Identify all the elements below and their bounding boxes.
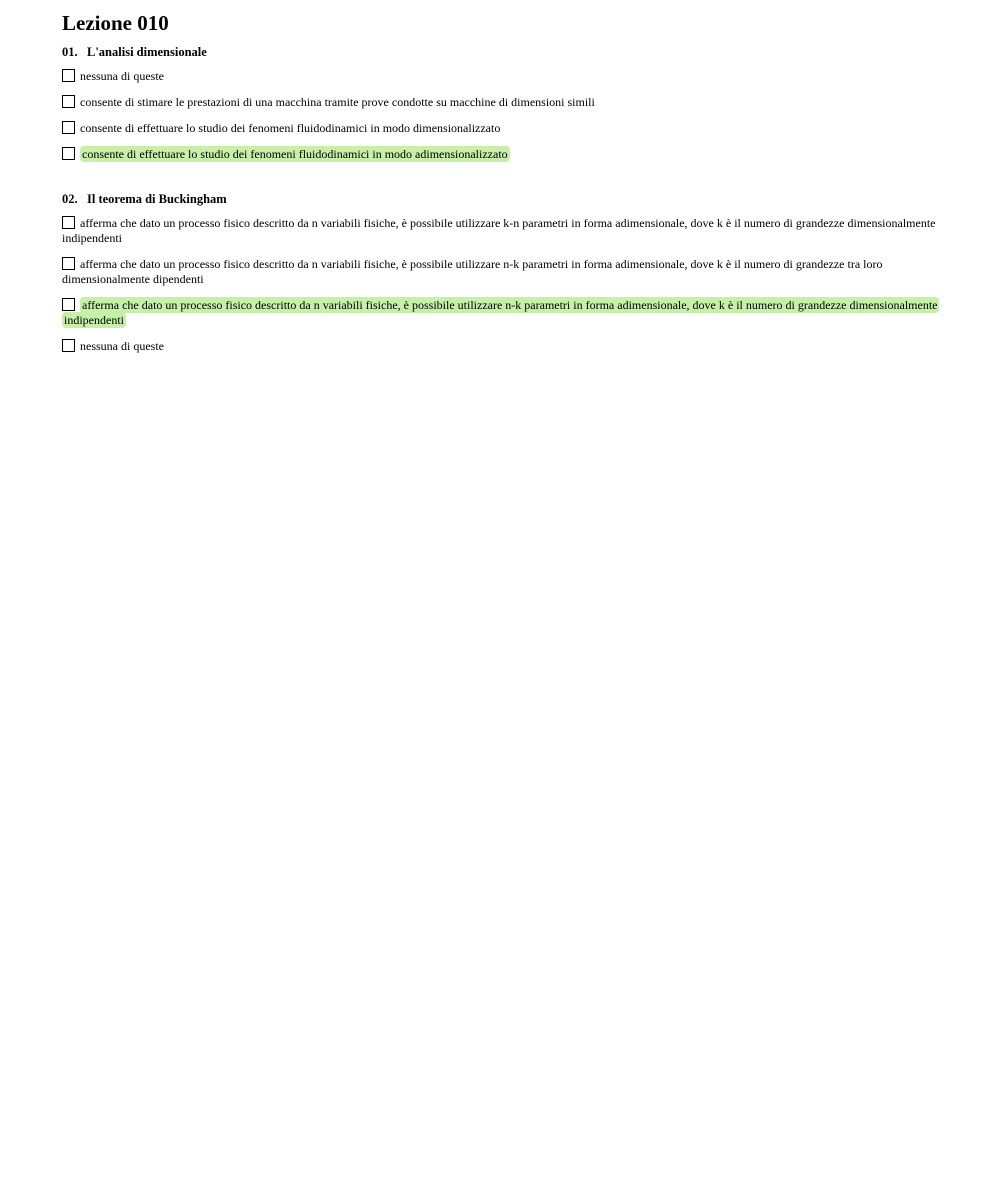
- answer-option[interactable]: [62, 216, 942, 246]
- answer-option[interactable]: [62, 339, 942, 354]
- answer-option[interactable]: [62, 121, 942, 136]
- answer-text: afferma che dato un processo fisico descritto da n variabili fisiche, è possibile utilizzare n-k parametri in forma adimensionale, dove k è il numero di grandezze tra loro dimensionalmente dipendenti: [62, 257, 883, 286]
- question-number: 01.: [62, 45, 78, 59]
- checkbox[interactable]: [62, 147, 75, 160]
- answer-option-correct[interactable]: [62, 298, 942, 328]
- question-number: 02.: [62, 192, 78, 206]
- answer-text: nessuna di queste: [80, 339, 164, 353]
- checkbox[interactable]: [62, 121, 75, 134]
- question-heading: [62, 191, 942, 207]
- checkbox[interactable]: [62, 95, 75, 108]
- checkbox[interactable]: [62, 257, 75, 270]
- answer-text: consente di stimare le prestazioni di una macchina tramite prove condotte su macchine di dimensioni simili: [80, 95, 595, 109]
- answer-option-correct[interactable]: [62, 147, 942, 162]
- checkbox[interactable]: [62, 339, 75, 352]
- answer-text: afferma che dato un processo fisico descritto da n variabili fisiche, è possibile utilizzare k-n parametri in forma adimensionale, dove k è il numero di grandezze dimensionalmente indipendenti: [62, 216, 936, 245]
- answer-text: afferma che dato un processo fisico descritto da n variabili fisiche, è possibile utilizzare n-k parametri in forma adimensionale, dove k è il numero di grandezze dimensionalmente indipendenti: [64, 298, 938, 327]
- answer-option[interactable]: [62, 95, 942, 110]
- question-02: [62, 191, 942, 354]
- answer-text: nessuna di queste: [80, 69, 164, 83]
- question-text: L'analisi dimensionale: [87, 45, 207, 59]
- question-spacer: [62, 173, 942, 183]
- answer-text: consente di effettuare lo studio dei fenomeni fluidodinamici in modo dimensionalizzato: [80, 121, 501, 135]
- question-01: [62, 44, 942, 162]
- answer-text: consente di effettuare lo studio dei fenomeni fluidodinamici in modo adimensionalizzato: [82, 147, 508, 161]
- question-text: Il teorema di Buckingham: [87, 192, 227, 206]
- checkbox[interactable]: [62, 298, 75, 311]
- answer-option[interactable]: [62, 69, 942, 84]
- question-heading: [62, 44, 942, 60]
- lesson-title: Lezione 010: [62, 11, 169, 35]
- checkbox[interactable]: [62, 216, 75, 229]
- checkbox[interactable]: [62, 69, 75, 82]
- document-page: [62, 10, 942, 365]
- answer-option[interactable]: [62, 257, 942, 287]
